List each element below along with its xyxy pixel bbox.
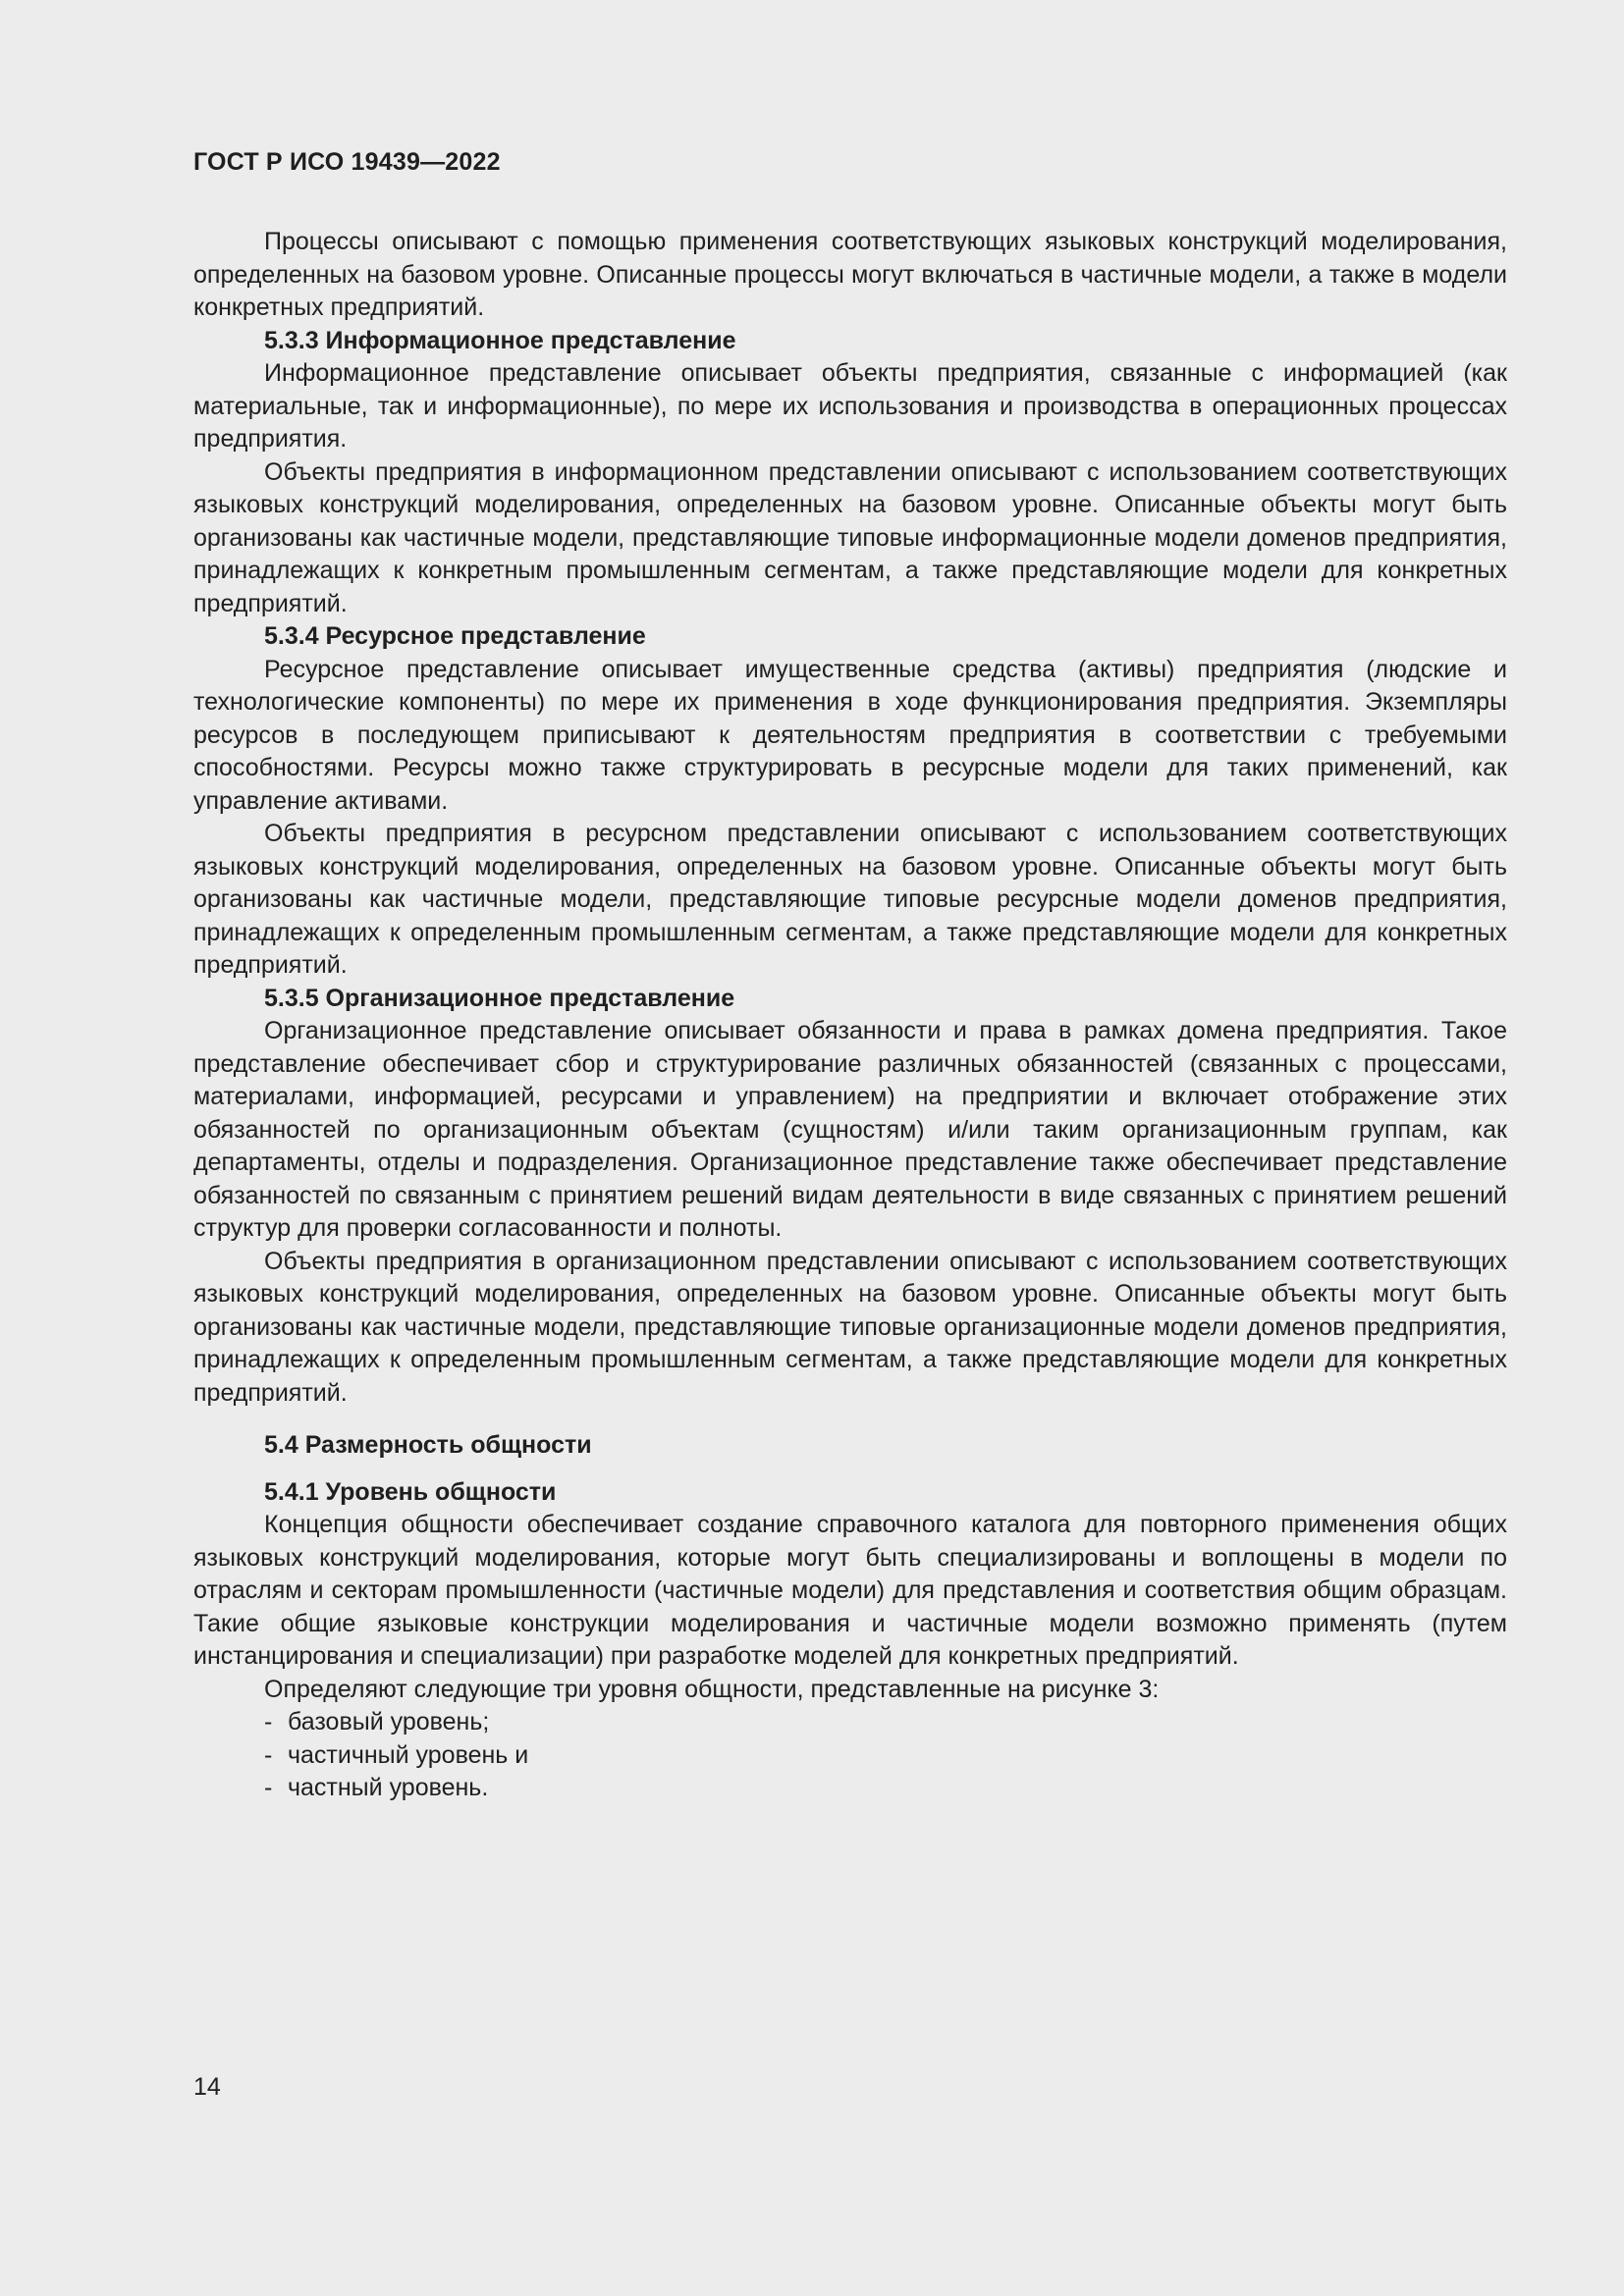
section-heading-5-3-4: 5.3.4 Ресурсное представление: [264, 622, 646, 650]
list-dash: -: [264, 1774, 273, 1801]
section-heading-5-3-3: 5.3.3 Информационное представление: [264, 326, 736, 354]
paragraph: Объекты предприятия в информационном представлении описывают с использованием соответствующих языковых конструкций моделирования, определенных на базовом уровне. Описанные объекты могут быть организованы как частичные модели, представляющие типовые информационные модели доменов предприятия, принадлежащих к конкретным промышленным сегментам, а также представляющие модели для конкретных предприятий.: [193, 457, 1507, 617]
page-number: 14: [193, 2073, 221, 2101]
section-heading-5-3-5: 5.3.5 Организационное представление: [264, 984, 735, 1012]
paragraph: Информационное представление описывает объекты предприятия, связанные с информацией (как материальные, так и информационные), по мере их использования и производства в операционных процессах предприятия.: [193, 359, 1507, 453]
paragraph: Организационное представление описывает обязанности и права в рамках домена предприятия. Такое представление обеспечивает сбор и структурирование различных обязанностей (связанных с процессами, материалами, информацией, ресурсами и управлением) на предприятии и включает отображение этих обязанностей по организационным объектам (сущностям) и/или таким организационным группам, как департаменты, отделы и подразделения. Организационное представление также обеспечивает представление обязанностей по связанным с принятием решений видам деятельности в виде связанных с принятием решений структур для проверки согласованности и полноты.: [193, 1017, 1507, 1242]
section-heading-5-4-1: 5.4.1 Уровень общности: [264, 1477, 557, 1506]
list-item: [193, 1772, 1507, 1805]
section-heading-5-4: 5.4 Размерность общности: [264, 1431, 592, 1459]
list-item-text: частичный уровень и: [288, 1740, 529, 1769]
document-header: ГОСТ Р ИСО 19439—2022: [193, 148, 501, 176]
list-dash: -: [264, 1740, 273, 1769]
list-item: [193, 1739, 1507, 1773]
list-dash: -: [264, 1708, 273, 1735]
list-item: [193, 1706, 1507, 1739]
paragraph: Процессы описывают с помощью применения соответствующих языковых конструкций моделирования, определенных на базовом уровне. Описанные процессы могут включаться в частичные модели, а также в модели конкретных предприятий.: [193, 228, 1507, 321]
paragraph: Ресурсное представление описывает имущественные средства (активы) предприятия (людские и технологические компоненты) по мере их применения в ходе функционирования предприятия. Экземпляры ресурсов в последующем приписывают к деятельностям предприятия в соответствии с требуемыми способностями. Ресурсы можно также структурировать в ресурсные модели для таких применений, как управление активами.: [193, 655, 1507, 815]
paragraph: Объекты предприятия в ресурсном представлении описывают с использованием соответствующих языковых конструкций моделирования, определенных на базовом уровне. Описанные объекты могут быть организованы как частичные модели, представляющие типовые ресурсные модели доменов предприятия, принадлежащих к определенным промышленным сегментам, а также представляющие модели для конкретных предприятий.: [193, 820, 1507, 979]
paragraph: Концепция общности обеспечивает создание справочного каталога для повторного применения общих языковых конструкций моделирования, которые могут быть специализированы и воплощены в модели по отраслям и секторам промышленности (частичные модели) для представления и соответствия общим образцам. Такие общие языковые конструкции моделирования и частичные модели возможно применять (путем инстанцирования и специализации) при разработке моделей для конкретных предприятий.: [193, 1511, 1507, 1670]
list-item-text: базовый уровень;: [288, 1708, 490, 1735]
paragraph: Определяют следующие три уровня общности, представленные на рисунке 3:: [264, 1675, 1160, 1703]
list-item-text: частный уровень.: [288, 1774, 489, 1801]
paragraph: Объекты предприятия в организационном представлении описывают с использованием соответствующих языковых конструкций моделирования, определенных на базовом уровне. Описанные объекты могут быть организованы как частичные модели, представляющие типовые организационные модели доменов предприятия, принадлежащих к определенным промышленным сегментам, а также представляющие модели для конкретных предприятий.: [193, 1247, 1507, 1407]
document-body: [193, 226, 1507, 1805]
generality-levels-list: [193, 1706, 1507, 1805]
